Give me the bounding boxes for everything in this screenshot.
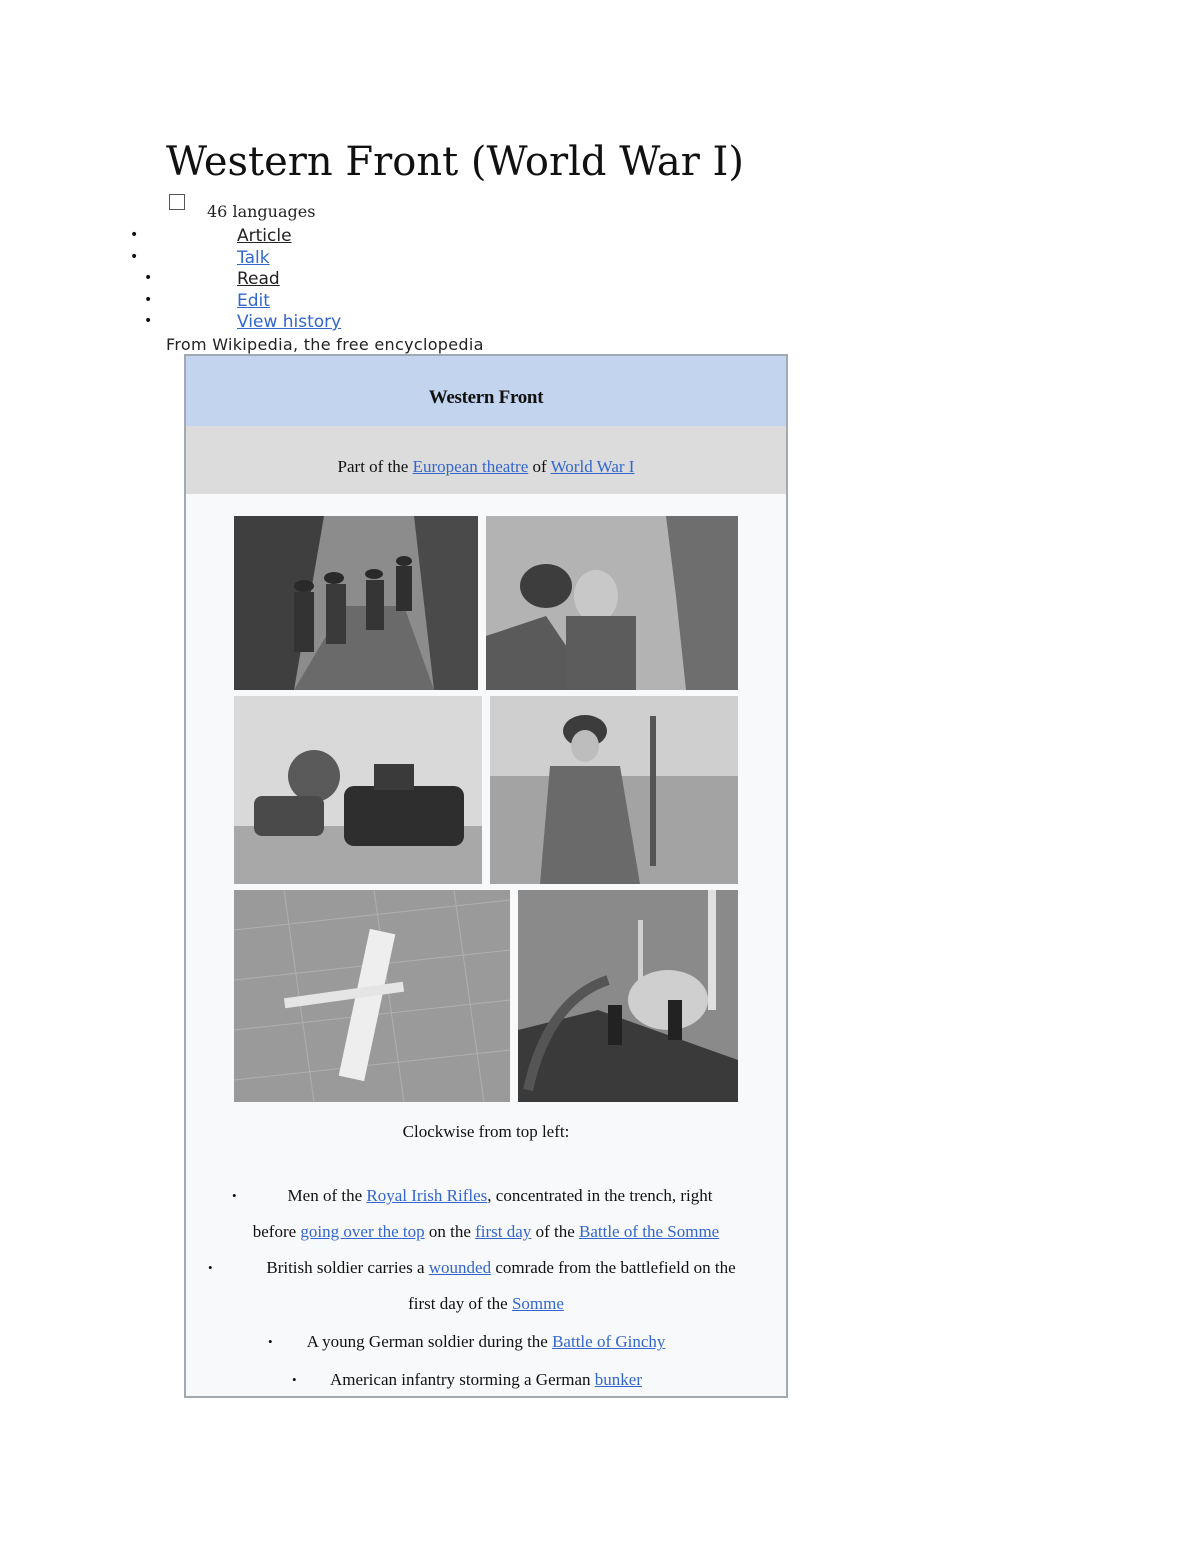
infobox-subtitle (186, 426, 786, 494)
caption-item-4 (186, 1370, 786, 1390)
world-war-i-link[interactable]: World War I (550, 457, 635, 476)
caption-text: British soldier carries a (266, 1258, 425, 1277)
photo-biplane[interactable] (234, 890, 510, 1102)
bullet-icon: • (268, 1334, 273, 1349)
photo-bunker-assault[interactable] (518, 890, 738, 1102)
caption-text: on the (428, 1222, 471, 1241)
subtitle-middle: of (532, 457, 547, 476)
caption-text: A young German soldier during the (306, 1332, 548, 1351)
going-over-the-top-link[interactable]: going over the top (300, 1222, 425, 1241)
infobox (184, 354, 788, 1398)
caption-item-1 (186, 1186, 786, 1206)
tab-view-history-link[interactable]: View history (237, 312, 342, 332)
caption-text: comrade from the battlefield on the (495, 1258, 736, 1277)
languages-label[interactable]: 46 languages (207, 202, 316, 221)
caption-item-2-cont (186, 1294, 786, 1314)
bullet-icon: • (232, 1188, 237, 1203)
caption-text: Men of the (287, 1186, 363, 1205)
caption-item-1-cont (186, 1222, 786, 1242)
bullet-icon: • (208, 1260, 213, 1275)
caption-intro: Clockwise from top left: (402, 1122, 570, 1141)
caption-text: of the (535, 1222, 575, 1241)
battle-of-ginchy-link[interactable]: Battle of Ginchy (552, 1332, 666, 1351)
bunker-link[interactable]: bunker (594, 1370, 643, 1389)
bullet-icon: • (144, 270, 153, 286)
tab-talk-link[interactable]: Talk (237, 247, 270, 268)
caption-text: American infantry storming a German (329, 1370, 591, 1389)
caption-item-2 (186, 1258, 786, 1278)
caption-text: , concentrated in the trench, right (487, 1186, 713, 1205)
tab-edit-link[interactable]: Edit (237, 290, 270, 311)
european-theatre-link[interactable]: European theatre (412, 457, 529, 476)
language-checkbox[interactable] (169, 194, 185, 210)
caption-text: first day of the (408, 1294, 508, 1313)
page-title: Western Front (World War I) (166, 139, 744, 185)
bullet-icon: • (292, 1372, 297, 1387)
bullet-icon: • (144, 313, 153, 329)
subtitle-prefix: Part of the (337, 457, 409, 476)
battle-of-the-somme-link[interactable]: Battle of the Somme (579, 1222, 720, 1241)
bullet-icon: • (144, 291, 153, 308)
first-day-link[interactable]: first day (475, 1222, 532, 1241)
tab-read-link[interactable]: Read (237, 269, 280, 289)
infobox-title: Western Front (186, 356, 786, 426)
photo-tanks[interactable] (234, 696, 482, 884)
site-tagline: From Wikipedia, the free encyclopedia (166, 335, 484, 354)
tab-article-link[interactable]: Article (237, 226, 292, 246)
photo-german-soldier[interactable] (490, 696, 738, 884)
royal-irish-rifles-link[interactable]: Royal Irish Rifles (366, 1186, 488, 1205)
somme-link[interactable]: Somme (511, 1294, 564, 1313)
bullet-icon: • (130, 248, 139, 265)
photo-trench-soldiers[interactable] (234, 516, 478, 690)
wounded-link[interactable]: wounded (428, 1258, 492, 1277)
caption-item-3 (186, 1332, 786, 1352)
photo-wounded-comrade[interactable] (486, 516, 738, 690)
bullet-icon: • (130, 227, 139, 243)
caption-text: before (252, 1222, 297, 1241)
